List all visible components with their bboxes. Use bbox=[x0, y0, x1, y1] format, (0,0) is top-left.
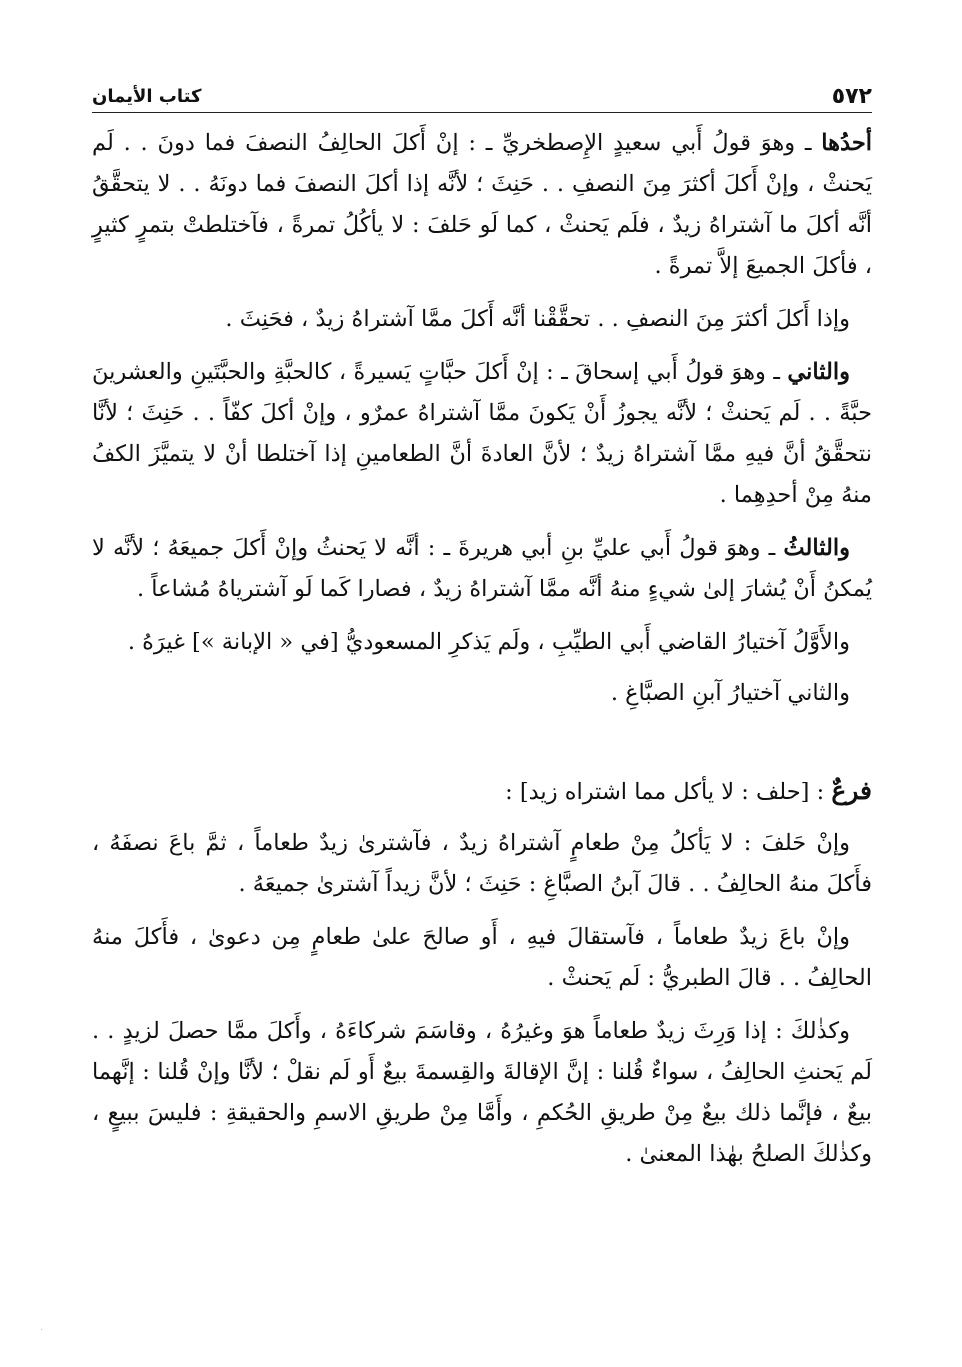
section-heading-text: : [حلف : لا يأكل مما اشتراه زيد] : bbox=[505, 779, 832, 805]
paragraph-text: ـ وهوَ قولُ أَبي سعيدٍ الإِصطخريِّ ـ : إنْ أَكلَ الحالِفُ النصفَ فما دونَ . . لَم يَحنثْ ، وإنْ أَكلَ أكثرَ مِنَ النصفِ . . حَنِثَ ؛ لأنَّه إذا أكلَ النصفَ فما دونَهُ . . لا يتحقَّقُ أنَّه أكلَ ما آشتراهُ زيدٌ ، فلَم يَحنثْ ، كما لَو حَلفَ : لا يأكُلُ تمرةً ، فآختلطتْ بتمرٍ كثيرٍ ، فأكلَ الجميعَ إلاَّ تمرةً . bbox=[92, 130, 872, 279]
paragraph-first-choice: والأَوَّلُ آختيارُ القاضي أَبي الطيِّبِ ، ولَم يَذكرِ المسعوديُّ [في « الإبانة »] غيرَهُ . bbox=[127, 629, 850, 655]
paragraph-lead-word: أحدُها bbox=[821, 130, 872, 156]
page bbox=[92, 78, 872, 1187]
scan-mark: . bbox=[40, 1322, 44, 1333]
paragraph-second-view bbox=[92, 352, 872, 516]
section-heading-label: فرعٌ bbox=[831, 776, 872, 805]
paragraph-text: ـ وهوَ قولُ أَبي إسحاقَ ـ : إنْ أَكلَ حبَّاتٍ يَسيرةً ، كالحبَّةِ والحبَّتَينِ والعشرينَ حبَّةً . . لَم يَحنثْ ؛ لأنَّه يجوزُ أَنْ يَكونَ ممَّا آشتراهُ عمرٌو ، وإنْ أكلَ كفّاً . . حَنِثَ ؛ لأنَّا نتحقَّقُ أنَّ فيهِ ممَّا آشتراهُ زيدٌ ؛ لأنَّ العادةَ أنَّ الطعامينِ إذا آختلطا أنْ لا يتميَّزَ الكفُ منهُ مِنْ أحدِهِما . bbox=[92, 359, 872, 508]
paragraph-sold-food: وإنْ باعَ زيدٌ طعاماً ، فآستقالَ فيهِ ، أَو صالحَ علىٰ طعامٍ مِن دعوىٰ ، فأَكلَ منهُ الحالِفُ . . قالَ الطبريُّ : لَم يَحنثْ . bbox=[92, 924, 872, 991]
paragraph-text: ـ وهوَ قولُ أَبي عليِّ بنِ أبي هريرةَ ـ : أنَّه لا يَحنثُ وإنْ أَكلَ جميعَهُ ؛ لأنَّه لا يُمكنُ أَنْ يُشارَ إلىٰ شيءٍ منهُ أنَّه ممَّا آشتراهُ زيدٌ ، فصارا كَما لَو آشترياهُ مُشاعاً . bbox=[92, 535, 872, 602]
page-number: ٥٧٢ bbox=[831, 84, 872, 109]
paragraph-second-choice: والثاني آختيارُ آبنِ الصبَّاغِ . bbox=[610, 680, 850, 706]
section-gap bbox=[92, 724, 872, 770]
page-body bbox=[92, 113, 872, 1175]
paragraph-lead-word: والثالثُ bbox=[783, 535, 850, 561]
paragraph-more-than-half: وإذا أَكلَ أكثرَ مِنَ النصفِ . . تحقَّقْنا أنَّه أَكلَ ممَّا آشتراهُ زيدٌ ، فحَنِثَ . bbox=[225, 306, 850, 332]
paragraph-third-view bbox=[92, 528, 872, 610]
paragraph-bought-food: وإنْ حَلفَ : لا يَأكلُ مِنْ طعامٍ آشتراهُ زيدٌ ، فآشترىٰ زيدٌ طعاماً ، ثمَّ باعَ نصفَهُ ، فأَكلَ منهُ الحالِفُ . . قالَ آبنُ الصبَّاغِ : حَنِثَ ؛ لأنَّ زيداً آشترىٰ جميعَهُ . bbox=[92, 830, 872, 897]
paragraph-first-view bbox=[92, 123, 872, 287]
paragraph-lead-word: والثاني bbox=[787, 359, 850, 385]
running-head: كتاب الأيمان bbox=[92, 86, 202, 107]
page-header bbox=[92, 78, 872, 113]
paragraph-inherited-food: وكذٰلكَ : إذا وَرِثَ زيدٌ طعاماً هوَ وغيرُهُ ، وقاسَمَ شركاءَهُ ، وأَكلَ ممَّا حصلَ لزيدٍ . . لَم يَحنثِ الحالِفُ ، سواءٌ قُلنا : إنَّ الإقالةَ والقِسمةَ بيعٌ أَو لَم نقلْ ؛ لأنَّا وإنْ قُلنا : إنَّهما بيعٌ ، فإنَّما ذلك بيعٌ مِنْ طريقِ الحُكمِ ، وأَمَّا مِنْ طريقِ الاسمِ والحقيقةِ : فليسَ ببيعٍ ، وكذٰلكَ الصلحُ بهٰذا المعنىٰ . bbox=[92, 1018, 872, 1167]
section-heading bbox=[92, 770, 872, 813]
